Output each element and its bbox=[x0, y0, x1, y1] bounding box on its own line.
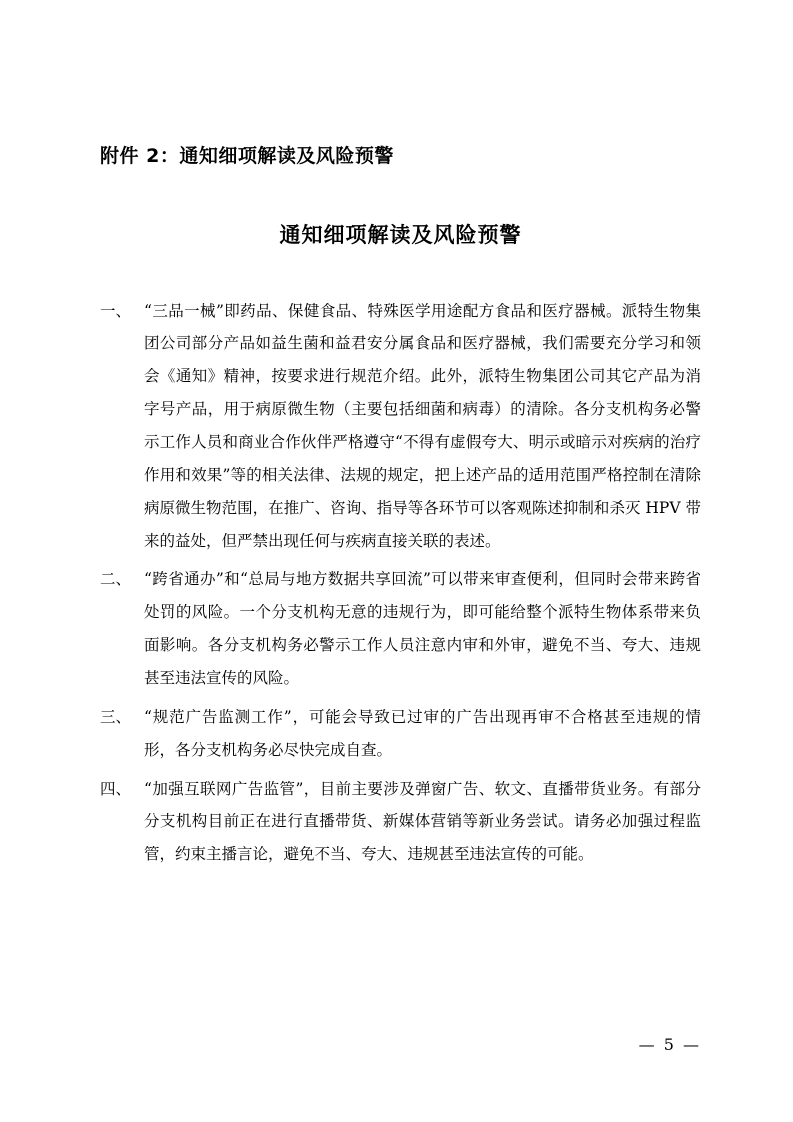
list-item bbox=[100, 563, 701, 694]
page-title: 通知细项解读及风险预警 bbox=[279, 221, 522, 247]
list-item-marker: 四、 bbox=[100, 779, 132, 798]
list-item-marker: 一、 bbox=[100, 301, 132, 320]
list-item bbox=[100, 701, 701, 767]
numbered-clause-list bbox=[100, 295, 701, 872]
list-item bbox=[100, 773, 701, 872]
attachment-heading: 附件 2：通知细项解读及风险预警 bbox=[100, 145, 394, 167]
list-item-text: “跨省通办”和“总局与地方数据共享回流”可以带来审查便利，但同时会带来跨省处罚的风险。一个分支机构无意的违规行为，即可能给整个派特生物体系带来负面影响。各分支机构务必警示工作人员注意内审和外审，避免不当、夸大、违规甚至违法宣传的风险。 bbox=[144, 570, 701, 687]
list-item-marker: 二、 bbox=[100, 570, 132, 589]
list-item-text: “加强互联网广告监管”，目前主要涉及弹窗广告、软文、直播带货业务。有部分分支机构目前正在进行直播带货、新媒体营销等新业务尝试。请务必加强过程监管，约束主播言论，避免不当、夸大、违规甚至违法宣传的可能。 bbox=[144, 779, 701, 864]
list-item bbox=[100, 295, 701, 558]
list-item-text: “规范广告监测工作”，可能会导致已过审的广告出现再审不合格甚至违规的情形，各分支机构务必尽快完成自查。 bbox=[144, 707, 701, 759]
list-item-marker: 三、 bbox=[100, 707, 132, 726]
page-number: — 5 — bbox=[638, 1035, 701, 1054]
list-item-text: “三品一械”即药品、保健食品、特殊医学用途配方食品和医疗器械。派特生物集团公司部分产品如益生菌和益君安分属食品和医疗器械，我们需要充分学习和领会《通知》精神，按要求进行规范介绍。此外，派特生物集团公司其它产品为消字号产品，用于病原微生物（主要包括细菌和病毒）的清除。各分支机构务必警示工作人员和商业合作伙伴严格遵守“不得有虚假夸大、明示或暗示对疾病的治疗作用和效果”等的相关法律、法规的规定，把上述产品的适用范围严格控制在清除病原微生物范围，在推广、咨询、指导等各环节可以客观陈述抑制和杀灭 HPV 带来的益处，但严禁出现任何与疾病直接关联的表述。 bbox=[144, 301, 701, 550]
